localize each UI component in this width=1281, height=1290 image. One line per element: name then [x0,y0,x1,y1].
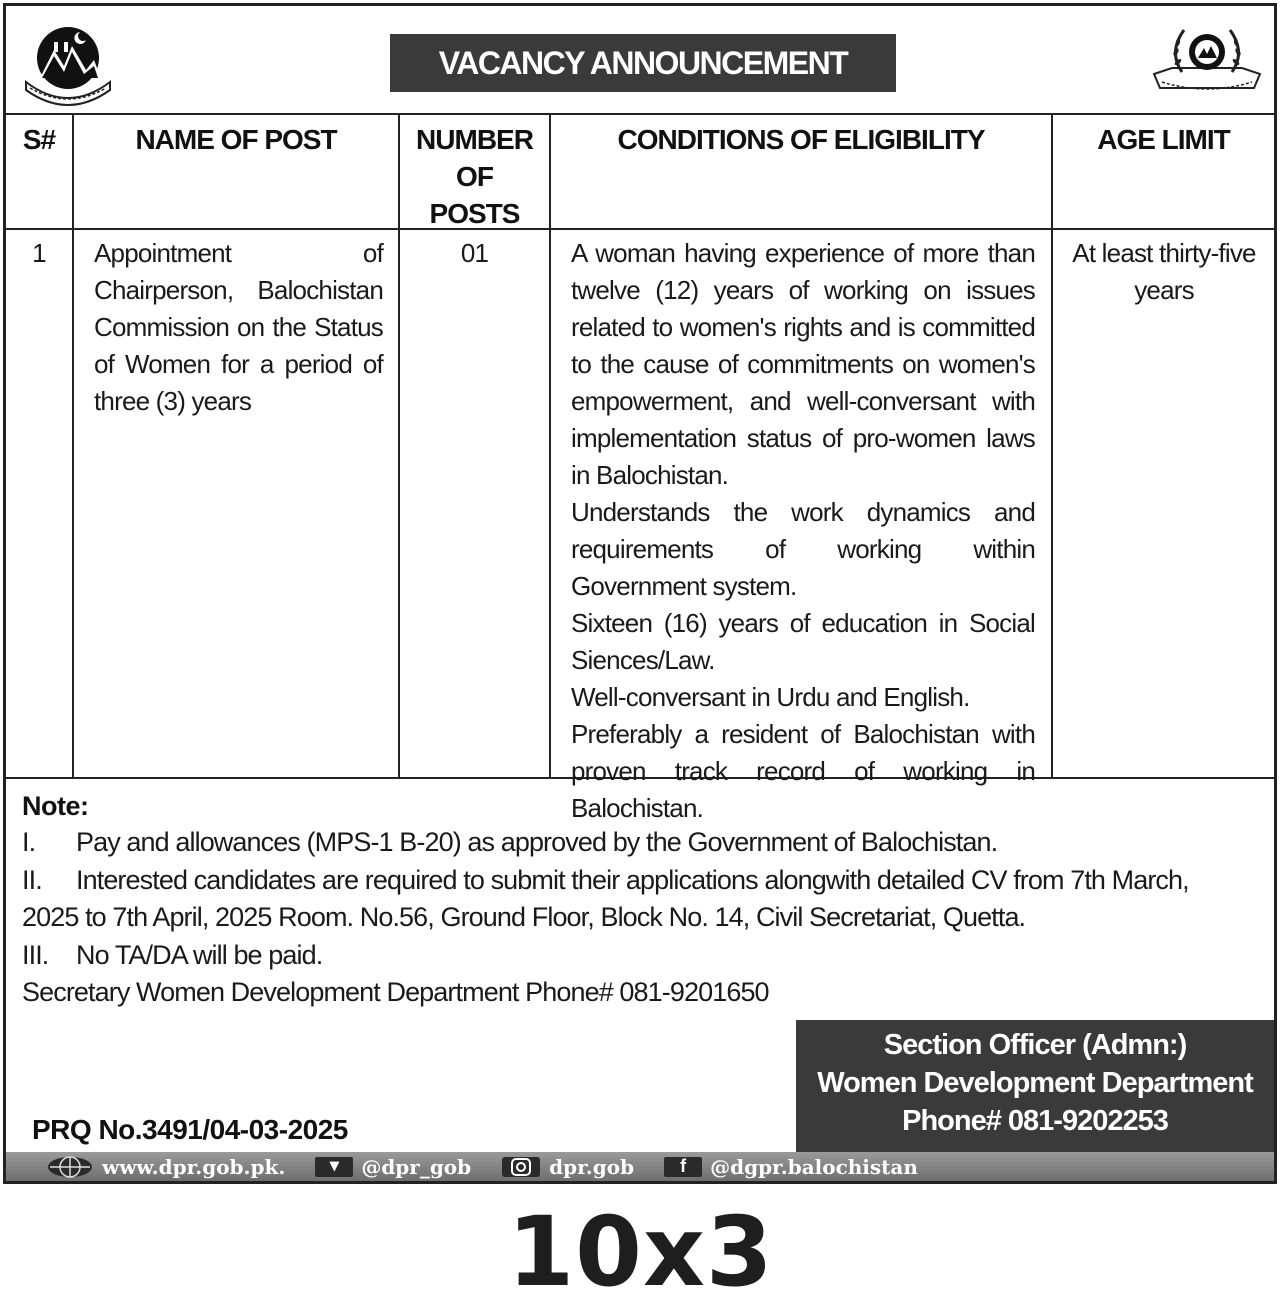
secretary-contact: Secretary Women Development Department Phone# 081-9201650 [22,977,769,1007]
header-sno: S# [22,124,56,155]
condition-item: A woman having experience of more than twelve (12) years of working on issues related to women's rights and is committed to the cause of commitments on women's empowerment, and well-conversant with implementation status of pro-women laws in Balochistan. [571,238,1035,490]
condition-item: Well-conversant in Urdu and English. [571,682,970,712]
note-number: III. [22,939,49,970]
condition-item: Understands the work dynamics and requirements of working within Government system. [571,497,1035,601]
note-number: II. [22,864,42,895]
instagram-handle: dpr.gob [549,1154,635,1179]
header-age-limit: AGE LIMIT [1097,124,1230,155]
facebook-handle: @dgpr.balochistan [710,1154,918,1179]
prq-number: PRQ No.3491/04-03-2025 [32,1114,348,1145]
page-title: VACANCY ANNOUNCEMENT [390,34,896,92]
cell-post-name: Appointment of Chairperson, Balochistan Commission on the Status of Women for a period of three (3) years [94,238,383,416]
cell-sno: 1 [32,238,46,268]
cell-number-of-posts: 01 [460,238,489,268]
header-number-of-posts-line: OF [456,161,493,192]
header-number-of-posts-line: NUMBER [416,124,533,155]
header-row-divider [6,228,1274,230]
twitter-handle: @dpr_gob [361,1154,472,1179]
instagram-icon [501,1156,541,1178]
cell-age-limit: At least thirty-five years [1072,238,1256,305]
ad-header [6,6,1274,113]
website-text: www.dpr.gob.pk. [102,1154,286,1179]
note-text-continued: 2025 to 7th April, 2025 Room. No.56, Ground Floor, Block No. 14, Civil Secretariat, Quetta. [22,902,1026,932]
instagram-link[interactable] [501,1155,634,1179]
section-officer-box [796,1020,1274,1152]
dgpr-balochistan-emblem-icon [1148,22,1266,104]
notes-section [22,788,1262,1012]
vacancy-advertisement [3,3,1277,1184]
note-item [22,937,1262,975]
header-conditions: CONDITIONS OF ELIGIBILITY [617,124,985,155]
website-link[interactable] [46,1155,285,1179]
note-text: Pay and allowances (MPS-1 B-20) as approved by the Government of Balochistan. [76,827,998,857]
twitter-link[interactable] [315,1155,471,1179]
note-item [22,824,1262,862]
note-item [22,862,1262,900]
column-divider [72,115,74,777]
notes-heading: Note: [22,791,89,821]
note-number: I. [22,827,36,857]
cell-conditions [571,235,1035,827]
facebook-link[interactable] [664,1155,918,1179]
balochistan-govt-emblem-icon [20,20,116,106]
social-footer [6,1152,1274,1181]
ad-size-label: 10x3 [507,1196,774,1290]
column-divider [549,115,551,777]
header-number-of-posts-line: POSTS [429,198,520,229]
column-divider [1051,115,1053,777]
condition-item: Preferably a resident of Balochistan with proven track record of working in Balochistan. [571,719,1035,823]
globe-icon [46,1155,94,1179]
twitter-icon: ▼ [315,1157,353,1177]
note-text: No TA/DA will be paid. [76,939,323,970]
header-number-of-posts [400,121,549,232]
officer-title: Section Officer (Admn:) [883,1029,1187,1061]
facebook-icon: f [664,1157,702,1177]
condition-item: Sixteen (16) years of education in Social Siences/Law. [571,608,1035,675]
officer-phone: Phone# 081-9202253 [902,1105,1168,1137]
officer-department: Women Development Department [817,1067,1253,1099]
note-text: Interested candidates are required to submit their applications alongwith detailed CV from 7th March, [76,864,1189,895]
header-post-name: NAME OF POST [135,124,337,155]
